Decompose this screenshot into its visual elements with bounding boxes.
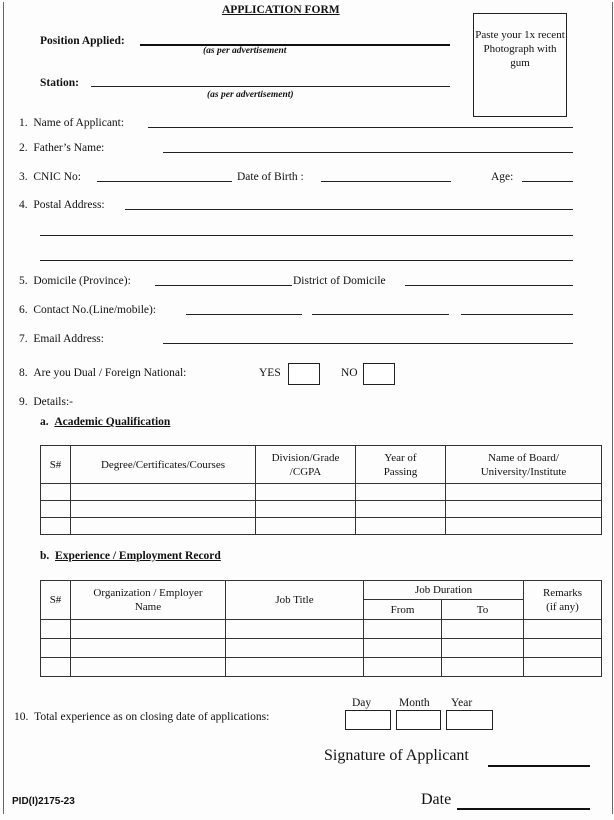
- station-hint: (as per advertisement): [207, 90, 294, 100]
- photograph-box[interactable]: [473, 13, 567, 117]
- email-field[interactable]: [163, 343, 573, 344]
- academic-col-sno: S#: [41, 446, 71, 484]
- signature-label: Signature of Applicant: [324, 747, 469, 764]
- photograph-instruction: Paste your 1x recent Photograph with gum: [475, 29, 565, 69]
- experience-col-from: From: [364, 600, 442, 620]
- contact-field-3[interactable]: [461, 314, 573, 315]
- item-1-label: 1. Name of Applicant:: [19, 117, 125, 129]
- experience-col-to: To: [442, 600, 524, 620]
- item-2-label: 2. Father’s Name:: [19, 142, 105, 154]
- yes-label: YES: [259, 367, 281, 379]
- age-field[interactable]: [522, 181, 573, 182]
- item-8-label: 8. Are you Dual / Foreign National:: [19, 367, 187, 379]
- item-5-label: 5. Domicile (Province):: [19, 275, 131, 287]
- item-3-label: 3. CNIC No:: [19, 171, 81, 183]
- age-label: Age:: [491, 171, 514, 183]
- experience-col-duration: Job Duration: [364, 581, 524, 600]
- dob-label: Date of Birth :: [237, 171, 304, 183]
- station-label: Station:: [40, 77, 79, 89]
- postal-address-field-3[interactable]: [40, 260, 573, 261]
- year-input[interactable]: [446, 710, 493, 730]
- postal-address-field-1[interactable]: [125, 209, 573, 210]
- date-field[interactable]: [457, 808, 590, 810]
- experience-table: [40, 580, 602, 677]
- yes-checkbox[interactable]: [288, 363, 320, 385]
- month-label: Month: [399, 697, 430, 709]
- academic-heading: a. Academic Qualification: [40, 416, 171, 428]
- academic-col-board: Name of Board/ University/Institute: [446, 446, 602, 484]
- position-applied-field[interactable]: [140, 44, 450, 46]
- date-label: Date: [421, 791, 452, 808]
- year-label: Year: [451, 697, 473, 709]
- station-field[interactable]: [91, 86, 450, 87]
- father-name-field[interactable]: [163, 152, 573, 153]
- item-9-label: 9. Details:-: [19, 396, 73, 408]
- item-4-label: 4. Postal Address:: [19, 199, 105, 211]
- academic-header-row: [41, 446, 602, 484]
- experience-col-job-title: Job Title: [226, 581, 364, 620]
- postal-address-field-2[interactable]: [40, 235, 573, 236]
- item-10-label: 10. Total experience as on closing date of applications:: [14, 711, 270, 723]
- applicant-name-field[interactable]: [148, 127, 573, 128]
- position-applied-hint: (as per advertisement: [203, 46, 287, 56]
- contact-field-2[interactable]: [312, 314, 449, 315]
- position-applied-label: Position Applied:: [40, 35, 125, 47]
- item-7-label: 7. Email Address:: [19, 333, 104, 345]
- item-6-label: 6. Contact No.(Line/mobile):: [19, 304, 157, 316]
- table-row[interactable]: [41, 639, 602, 658]
- table-row[interactable]: [41, 620, 602, 639]
- academic-col-degree: Degree/Certificates/Courses: [71, 446, 256, 484]
- dob-field[interactable]: [321, 181, 451, 182]
- cnic-field[interactable]: [97, 181, 232, 182]
- day-label: Day: [352, 697, 372, 709]
- table-row[interactable]: [41, 484, 602, 501]
- no-checkbox[interactable]: [363, 363, 395, 385]
- experience-col-sno: S#: [41, 581, 71, 620]
- form-reference-code: PID(I)2175-23: [12, 796, 75, 807]
- academic-col-year: Year of Passing: [356, 446, 446, 484]
- no-label: NO: [341, 367, 358, 379]
- form-title: APPLICATION FORM: [222, 4, 340, 16]
- table-row[interactable]: [41, 501, 602, 518]
- month-input[interactable]: [396, 710, 441, 730]
- signature-field[interactable]: [488, 765, 590, 767]
- day-input[interactable]: [345, 710, 391, 730]
- table-row[interactable]: [41, 658, 602, 677]
- domicile-province-field[interactable]: [155, 285, 292, 286]
- experience-heading: b. Experience / Employment Record: [40, 550, 221, 562]
- experience-col-remarks: Remarks (if any): [524, 581, 602, 620]
- academic-table: [40, 445, 602, 535]
- experience-col-org: Organization / Employer Name: [71, 581, 226, 620]
- table-row[interactable]: [41, 518, 602, 535]
- experience-header-row: [41, 581, 602, 600]
- district-domicile-label: District of Domicile: [293, 275, 386, 287]
- academic-col-division: Division/Grade /CGPA: [256, 446, 356, 484]
- district-domicile-field[interactable]: [405, 285, 573, 286]
- contact-field-1[interactable]: [186, 314, 302, 315]
